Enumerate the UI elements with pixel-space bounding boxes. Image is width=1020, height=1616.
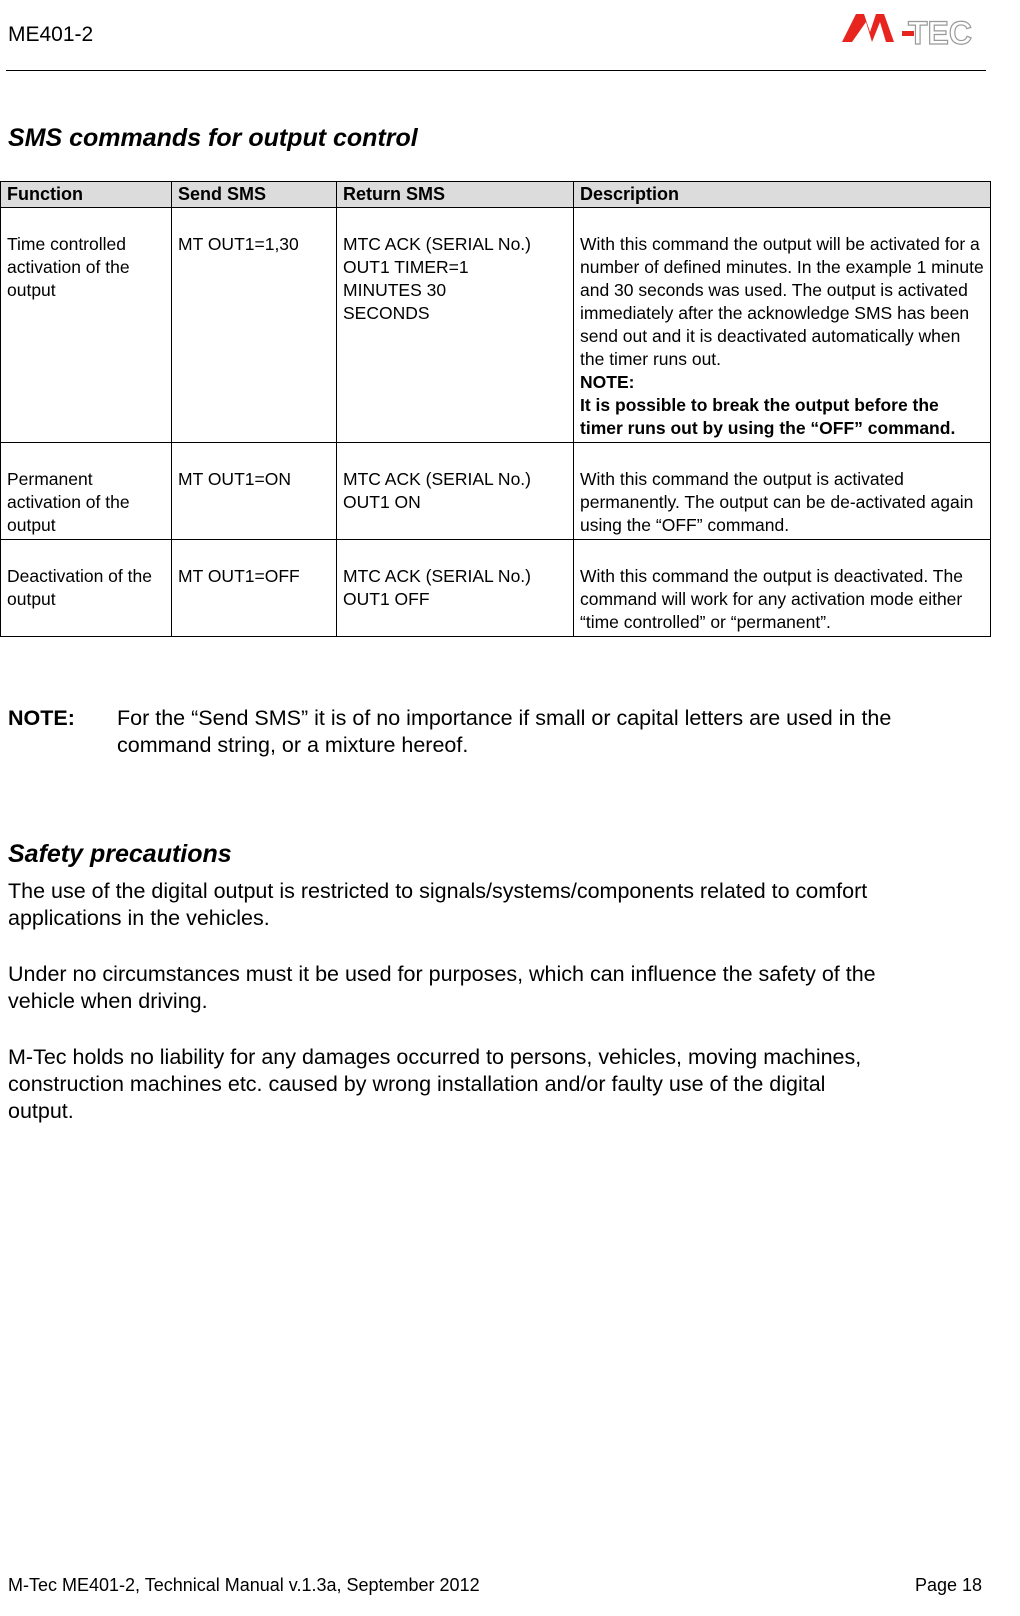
return-line: MTC ACK (SERIAL No.)	[343, 469, 531, 489]
return-line: SECONDS	[343, 303, 430, 323]
cell-return-sms	[337, 443, 574, 540]
description-note-label: NOTE:	[580, 372, 635, 392]
table-row	[1, 208, 991, 443]
return-line: MTC ACK (SERIAL No.)	[343, 566, 531, 586]
cell-function: Deactivation of the output	[1, 540, 172, 637]
return-line: MTC ACK (SERIAL No.)	[343, 234, 531, 254]
note-label: NOTE:	[8, 706, 75, 730]
return-line: OUT1 OFF	[343, 589, 430, 609]
page-number: Page 18	[914, 1575, 982, 1595]
safety-paragraph: The use of the digital output is restricted to signals/systems/components related to comfort applications in the vehicles.	[8, 879, 868, 930]
cell-description: With this command the output is deactivated. The command will work for any activation mode either “time controlled” or “permanent”.	[574, 540, 991, 637]
cell-return-sms	[337, 540, 574, 637]
sms-command-table	[0, 181, 991, 637]
cell-function: Permanent activation of the output	[1, 443, 172, 540]
note-text: For the “Send SMS” it is of no importance if small or capital letters are used in the command string, or a mixture hereof.	[117, 706, 892, 757]
document-id: ME401-2	[8, 23, 94, 46]
cell-send-sms: MT OUT1=ON	[172, 443, 337, 540]
return-line: MINUTES 30	[343, 280, 447, 300]
cell-description	[574, 208, 991, 443]
table-row	[1, 443, 991, 540]
return-line: OUT1 ON	[343, 492, 421, 512]
section-title-sms: SMS commands for output control	[8, 124, 418, 152]
column-header: Send SMS	[172, 182, 337, 208]
cell-return-sms	[337, 208, 574, 443]
cell-description: With this command the output is activated permanently. The output can be de-activated again using the “OFF” command.	[574, 443, 991, 540]
return-line: OUT1 TIMER=1	[343, 257, 469, 277]
footer-manual-info: M-Tec ME401-2, Technical Manual v.1.3a, September 2012	[8, 1575, 480, 1595]
description-note-text: It is possible to break the output before the timer runs out by using the “OFF” command.	[580, 395, 956, 438]
safety-paragraph: M-Tec holds no liability for any damages occurred to persons, vehicles, moving machines, construction machines etc. caused by wrong installation and/or faulty use of the digital output.	[8, 1045, 862, 1123]
column-header: Description	[574, 182, 991, 208]
description-text: With this command the output will be activated for a number of defined minutes. In the example 1 minute and 30 seconds was used. The output is activated immediately after the acknowledge SMS has been send out and it is deactivated automatically when the timer runs out.	[580, 234, 984, 369]
header-rule	[6, 70, 986, 71]
column-header: Return SMS	[337, 182, 574, 208]
safety-paragraph: Under no circumstances must it be used for purposes, which can influence the safety of the vehicle when driving.	[8, 962, 876, 1013]
cell-send-sms: MT OUT1=OFF	[172, 540, 337, 637]
svg-text:TEC: TEC	[908, 15, 972, 50]
cell-send-sms: MT OUT1=1,30	[172, 208, 337, 443]
column-header: Function	[1, 182, 172, 208]
m-tec-logo	[842, 14, 984, 50]
cell-function: Time controlled activation of the output	[1, 208, 172, 443]
section-title-safety: Safety precautions	[8, 840, 232, 868]
table-header-row	[1, 182, 991, 208]
table-row	[1, 540, 991, 637]
